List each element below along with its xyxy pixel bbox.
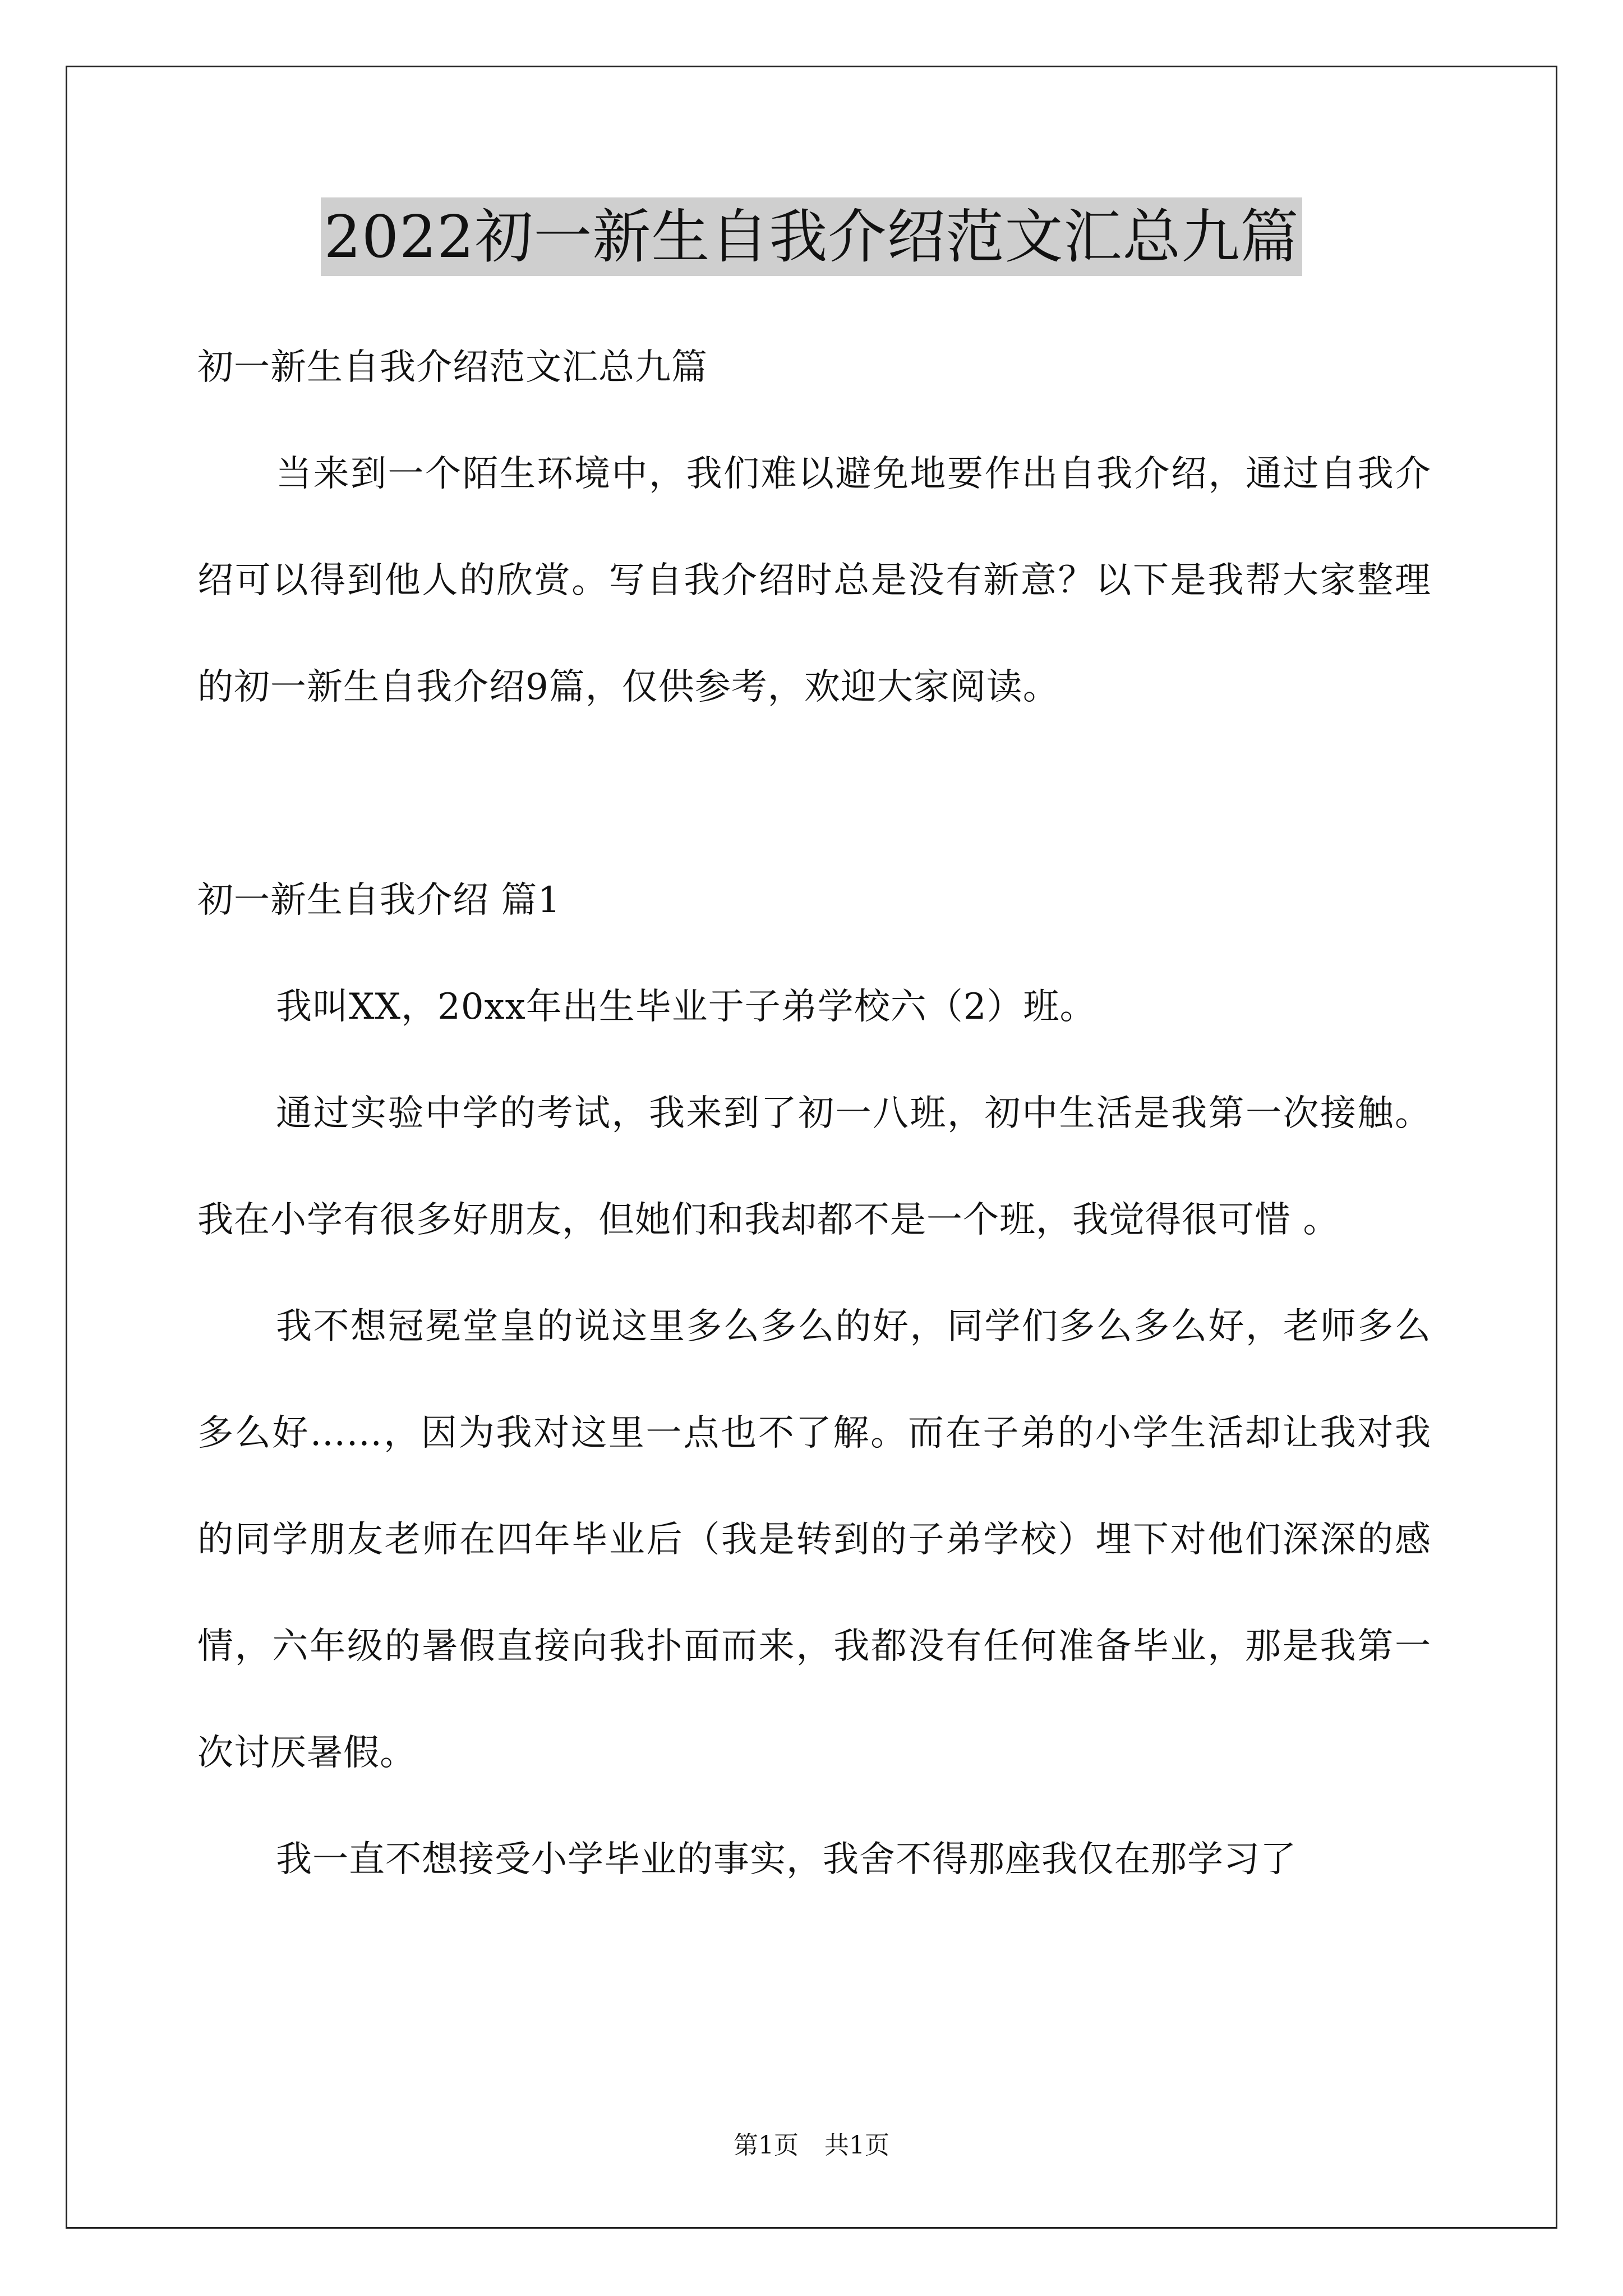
- intro-paragraph: 当来到一个陌生环境中，我们难以避免地要作出自我介绍，通过自我介绍可以得到他人的欣赏。写自我介绍时总是没有新意？以下是我帮大家整理的初一新生自我介绍9篇，仅供参考，欢迎大家阅读。: [197, 453, 1431, 708]
- document-subtitle: 初一新生自我介绍范文汇总九篇: [197, 347, 708, 388]
- body-paragraph: 我叫XX，20xx年出生毕业于子弟学校六（2）班。: [276, 986, 1096, 1028]
- section-heading: 初一新生自我介绍 篇1: [197, 880, 561, 921]
- body-paragraph: 我一直不想接受小学毕业的事实，我舍不得那座我仅在那学习了: [276, 1839, 1297, 1880]
- document-title: 2022初一新生自我介绍范文汇总九篇: [321, 197, 1303, 276]
- title-container: [0, 197, 1623, 276]
- section-spacer: [197, 740, 1431, 847]
- page-total: 共1页: [824, 2131, 889, 2160]
- document-body: [197, 314, 1431, 1913]
- page-footer: [0, 2129, 1623, 2162]
- body-paragraph: 通过实验中学的考试，我来到了初一八班，初中生活是我第一次接触。我在小学有很多好朋友，但她们和我却都不是一个班，我觉得很可惜 。: [197, 1093, 1431, 1241]
- body-paragraph: 我不想冠冕堂皇的说这里多么多么的好，同学们多么多么好，老师多么多么好……，因为我对这里一点也不了解。而在子弟的小学生活却让我对我的同学朋友老师在四年毕业后（我是转到的子弟学校）埋下对他们深深的感情，六年级的暑假直接向我扑面而来，我都没有任何准备毕业，那是我第一次讨厌暑假。: [197, 1306, 1431, 1774]
- page-number: 第1页: [734, 2131, 799, 2160]
